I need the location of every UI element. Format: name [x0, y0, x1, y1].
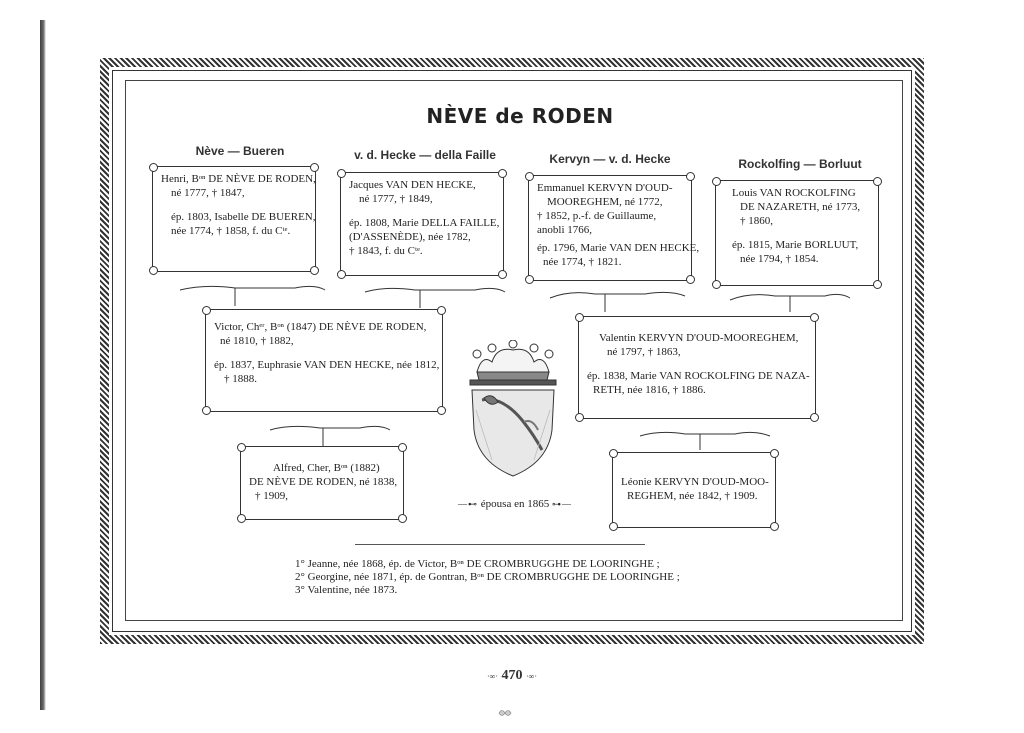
box-line: née 1774, † 1858, f. du Cᵗᵉ.: [171, 225, 291, 237]
box-line: Jacques VAN DEN HECKE,: [349, 179, 476, 191]
box-line: Henri, Bᵒⁿ DE NÈVE DE RODEN,: [161, 173, 316, 185]
box-line: MOOREGHEM, né 1772,: [547, 196, 663, 208]
person-box-victor: [205, 309, 443, 412]
box-line: ép. 1815, Marie BORLUUT,: [732, 239, 859, 251]
box-line: DE NÈVE DE RODEN, né 1838,: [249, 476, 398, 488]
column-heading-neve-bueren: Nève — Bueren: [195, 144, 285, 158]
column-heading-kervyn-hecke: Kervyn — v. d. Hecke: [549, 152, 671, 166]
box-line: né 1797, † 1863,: [607, 346, 681, 358]
person-box-valentin: [578, 316, 816, 419]
box-line: né 1810, † 1882,: [220, 335, 294, 347]
child-entry: 3° Valentine, née 1873.: [295, 584, 398, 596]
box-line: † 1909,: [255, 490, 288, 502]
ornament-left: —⊷: [458, 499, 479, 509]
coat-of-arms-icon: [462, 340, 564, 480]
box-line: Victor, Chᵉʳ, Bᵒⁿ (1847) DE NÈVE DE RODEN,: [214, 321, 427, 333]
marriage-note: [440, 498, 590, 510]
box-line: ép. 1808, Marie DELLA FAILLE,: [349, 217, 500, 229]
page-number: [462, 668, 562, 684]
person-box-louis: [715, 180, 879, 286]
person-box-jacques: [340, 172, 504, 276]
box-line: † 1888.: [224, 373, 257, 385]
box-line: Valentin KERVYN D'OUD-MOOREGHEM,: [599, 332, 799, 344]
box-line: née 1794, † 1854.: [740, 253, 819, 265]
column-heading-rockolfing-borluut: Rockolfing — Borluut: [738, 157, 862, 171]
box-line: RETH, née 1816, † 1886.: [593, 384, 706, 396]
box-line: † 1860,: [740, 215, 773, 227]
fleuron-icon: [497, 708, 513, 718]
page-number-ornament: ·∞·: [486, 672, 498, 681]
box-line: † 1843, f. du Cᵗᵉ.: [349, 245, 423, 257]
child-entry: 1° Jeanne, née 1868, ép. de Victor, Bᵒⁿ DE CROMBRUGGHE DE LOORINGHE ;: [295, 558, 660, 570]
box-line: Emmanuel KERVYN D'OUD-: [537, 182, 673, 194]
children-list: [295, 558, 755, 597]
box-line: Léonie KERVYN D'OUD-MOO-: [621, 476, 769, 488]
children-divider: [355, 544, 645, 545]
page-title: NÈVE de RODEN: [426, 104, 614, 128]
column-heading-hecke-faille: v. d. Hecke — della Faille: [354, 148, 496, 162]
person-box-leonie: [612, 452, 776, 528]
page-number-ornament: ·∞·: [526, 672, 538, 681]
box-line: † 1852, p.-f. de Guillaume,: [537, 210, 657, 222]
box-line: anobli 1766,: [537, 224, 592, 236]
box-line: REGHEM, née 1842, † 1909.: [627, 490, 758, 502]
box-line: Louis VAN ROCKOLFING: [732, 187, 856, 199]
box-line: née 1774, † 1821.: [543, 256, 622, 268]
page-number-value: 470: [501, 668, 523, 683]
box-line: (D'ASSENÈDE), née 1782,: [349, 231, 471, 243]
box-line: né 1777, † 1847,: [171, 187, 245, 199]
person-box-henri: [152, 166, 316, 272]
box-line: DE NAZARETH, né 1773,: [740, 201, 861, 213]
box-line: né 1777, † 1849,: [359, 193, 433, 205]
box-line: ép. 1803, Isabelle DE BUEREN,: [171, 211, 316, 223]
person-box-emmanuel: [528, 175, 700, 281]
page-binding-edge: [40, 20, 46, 710]
box-line: Alfred, Cher, Bᵒⁿ (1882): [273, 462, 380, 474]
box-line: ép. 1838, Marie VAN ROCKOLFING DE NAZA-: [587, 370, 810, 382]
marriage-text: épousa en 1865: [480, 498, 550, 510]
lineage-connectors-top: [175, 282, 855, 312]
box-line: ép. 1837, Euphrasie VAN DEN HECKE, née 1812,: [214, 359, 440, 371]
person-box-alfred: [240, 446, 404, 520]
box-line: ép. 1796, Marie VAN DEN HECKE,: [537, 242, 700, 254]
child-entry: 2° Georgine, née 1871, ép. de Gontran, Bᵒⁿ DE CROMBRUGGHE DE LOORINGHE ;: [295, 571, 680, 583]
ornament-right: ⊶—: [551, 499, 572, 509]
